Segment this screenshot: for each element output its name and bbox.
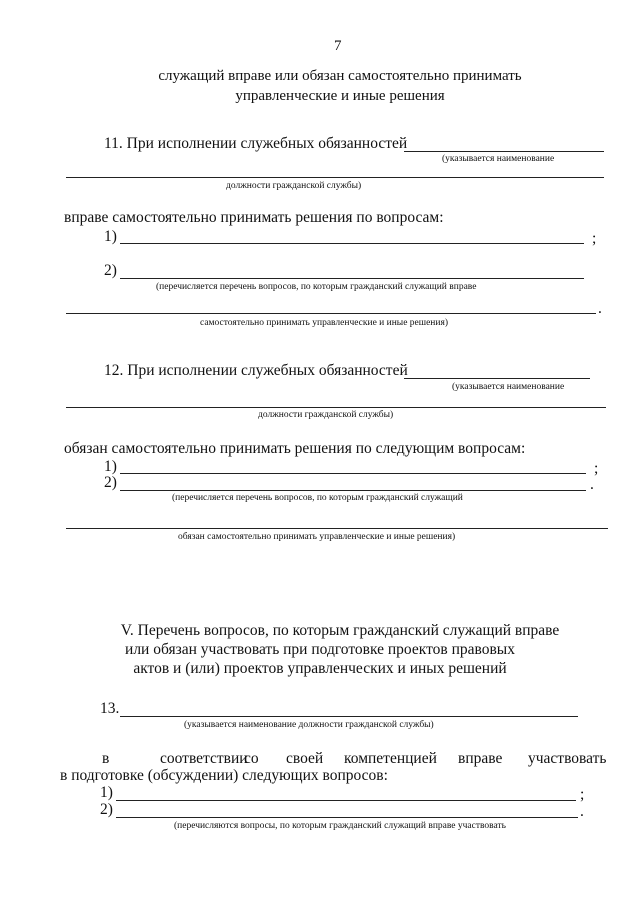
item13-line2: в подготовке (обсуждении) следующих вопросов:: [60, 767, 388, 784]
item11-lead: 11. При исполнении служебных обязанностей: [104, 135, 408, 152]
item13-position-blank[interactable]: [120, 716, 578, 717]
item13-hint-a: (указывается наименование должности гражданской службы): [184, 720, 434, 730]
item11-hint-c: (перечисляется перечень вопросов, по которым гражданский служащий вправе: [156, 282, 477, 292]
item11-position-blank-cont[interactable]: [66, 177, 604, 178]
item12-position-blank[interactable]: [404, 378, 590, 379]
item13-end2: .: [580, 803, 584, 820]
item13-question1-blank[interactable]: [116, 800, 576, 801]
item11-question2-blank[interactable]: [120, 278, 584, 279]
item11-end3: .: [598, 300, 602, 317]
item13-word-6: вправе: [458, 750, 503, 767]
item13-word-4: своей: [286, 750, 324, 767]
item12-intro: обязан самостоятельно принимать решения по следующим вопросам:: [64, 440, 526, 457]
item13-word-5: компетенцией: [344, 750, 437, 767]
section-heading-line1: служащий вправе или обязан самостоятельно принимать: [158, 68, 522, 84]
item11-question1-blank[interactable]: [120, 243, 584, 244]
section-v-heading-line3: актов и (или) проектов управленческих и иных решений: [133, 660, 507, 677]
section-v-heading-line1: V. Перечень вопросов, по которым гражданский служащий вправе: [120, 622, 560, 639]
item13-end1: ;: [580, 786, 585, 803]
page-number: 7: [334, 38, 342, 54]
item12-hint-b: должности гражданской службы): [258, 410, 394, 420]
item12-lead: 12. При исполнении служебных обязанностей: [104, 362, 408, 379]
item12-num1: 1): [104, 458, 117, 475]
item12-position-blank-cont[interactable]: [66, 407, 606, 408]
item12-question2-blank[interactable]: [120, 490, 586, 491]
item13-lead: 13.: [100, 700, 120, 717]
item13-word-1: в: [102, 750, 110, 767]
item11-position-blank[interactable]: [404, 151, 604, 152]
item12-hint-d: обязан самостоятельно принимать управленческие и иные решения): [178, 532, 456, 542]
item13-word-7: участвовать: [528, 750, 607, 767]
item13-num1: 1): [100, 784, 113, 801]
section-heading-line2: управленческие и иные решения: [235, 88, 445, 104]
item11-hint-d: самостоятельно принимать управленческие и иные решения): [200, 318, 448, 328]
item12-hint-a: (указывается наименование: [452, 382, 565, 392]
item11-intro: вправе самостоятельно принимать решения по вопросам:: [64, 209, 444, 226]
section-v-heading-line2: или обязан участвовать при подготовке проектов правовых: [125, 641, 515, 658]
item12-num2: 2): [104, 474, 117, 491]
item11-num1: 1): [104, 228, 117, 245]
item12-hint-c: (перечисляется перечень вопросов, по которым гражданский служащий: [172, 493, 463, 503]
item13-num2: 2): [100, 801, 113, 818]
item13-word-3: со: [244, 750, 259, 767]
item13-question2-blank[interactable]: [116, 817, 578, 818]
item11-hint-b: должности гражданской службы): [226, 181, 362, 191]
item12-end1: ;: [594, 460, 599, 477]
item13-word-2: соответствии: [160, 750, 248, 767]
item12-question1-blank[interactable]: [120, 473, 586, 474]
item12-end2: .: [590, 476, 594, 493]
item11-hint-a: (указывается наименование: [442, 154, 555, 164]
item11-question2-blank-cont[interactable]: [66, 313, 596, 314]
item11-num2: 2): [104, 262, 117, 279]
item13-hint-b: (перечисляются вопросы, по которым гражданский служащий вправе участвовать: [174, 821, 506, 831]
item11-end1: ;: [592, 230, 597, 247]
item12-question2-blank-cont[interactable]: [66, 528, 608, 529]
